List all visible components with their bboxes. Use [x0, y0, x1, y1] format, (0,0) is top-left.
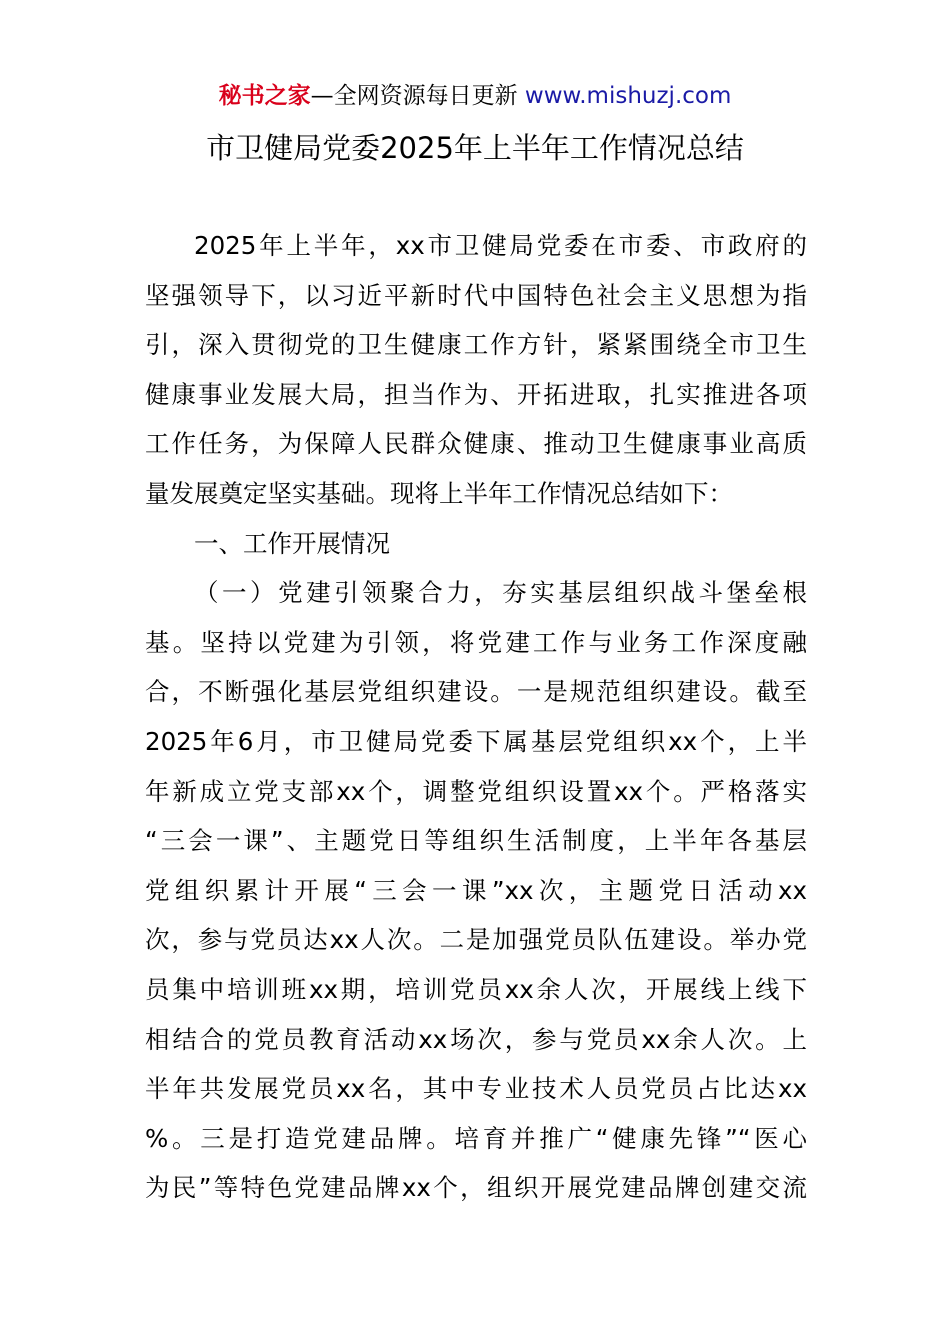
paragraph-line: 基。坚持以党建为引领，将党建工作与业务工作深度融: [145, 627, 807, 657]
brand-name: 秘书之家: [218, 83, 311, 109]
paragraph-line: 量发展奠定坚实基础。现将上半年工作情况总结如下：: [145, 478, 733, 508]
document-title: 市卫健局党委2025年上半年工作情况总结: [206, 131, 744, 165]
paragraph-line: 员集中培训班xx期，培训党员xx余人次，开展线上线下: [145, 974, 807, 1004]
site-header: [0, 78, 950, 114]
document-body: [145, 221, 807, 1213]
paragraph-line: 工作任务，为保障人民群众健康、推动卫生健康事业高质: [145, 429, 807, 459]
paragraph-line: （一）党建引领聚合力，夯实基层组织战斗堡垒根: [194, 578, 807, 608]
paragraph-line: 相结合的党员教育活动xx场次，参与党员xx余人次。上: [145, 1024, 807, 1054]
paragraph-line: 2025年6月，市卫健局党委下属基层党组织xx个，上半: [145, 726, 807, 756]
paragraph-line: 引，深入贯彻党的卫生健康工作方针，紧紧围绕全市卫生: [145, 330, 807, 360]
paragraph-line: 坚强领导下，以习近平新时代中国特色社会主义思想为指: [145, 280, 807, 310]
paragraph-line: %。三是打造党建品牌。培育并推广“健康先锋”“医心: [145, 1123, 807, 1153]
paragraph-line: 年新成立党支部xx个，调整党组织设置xx个。严格落实: [145, 776, 807, 806]
section-heading: 一、工作开展情况: [194, 528, 390, 558]
header-tagline: —全网资源每日更新: [310, 83, 518, 109]
paragraph-line: “三会一课”、主题党日等组织生活制度，上半年各基层: [145, 826, 807, 856]
paragraph-line: 次，参与党员达xx人次。二是加强党员队伍建设。举办党: [145, 925, 807, 955]
paragraph-line: 健康事业发展大局，担当作为、开拓进取，扎实推进各项: [145, 379, 807, 409]
paragraph-line: 半年共发展党员xx名，其中专业技术人员党员占比达xx: [145, 1074, 807, 1104]
paragraph-line: 合，不断强化基层党组织建设。一是规范组织建设。截至: [145, 677, 807, 707]
paragraph-line: 2025年上半年，xx市卫健局党委在市委、市政府的: [194, 231, 807, 260]
site-url-link[interactable]: www.mishuzj.com: [524, 83, 732, 109]
paragraph-line: 党组织累计开展“三会一课”xx次，主题党日活动xx: [145, 875, 807, 905]
paragraph-line: 为民”等特色党建品牌xx个，组织开展党建品牌创建交流: [145, 1173, 807, 1203]
